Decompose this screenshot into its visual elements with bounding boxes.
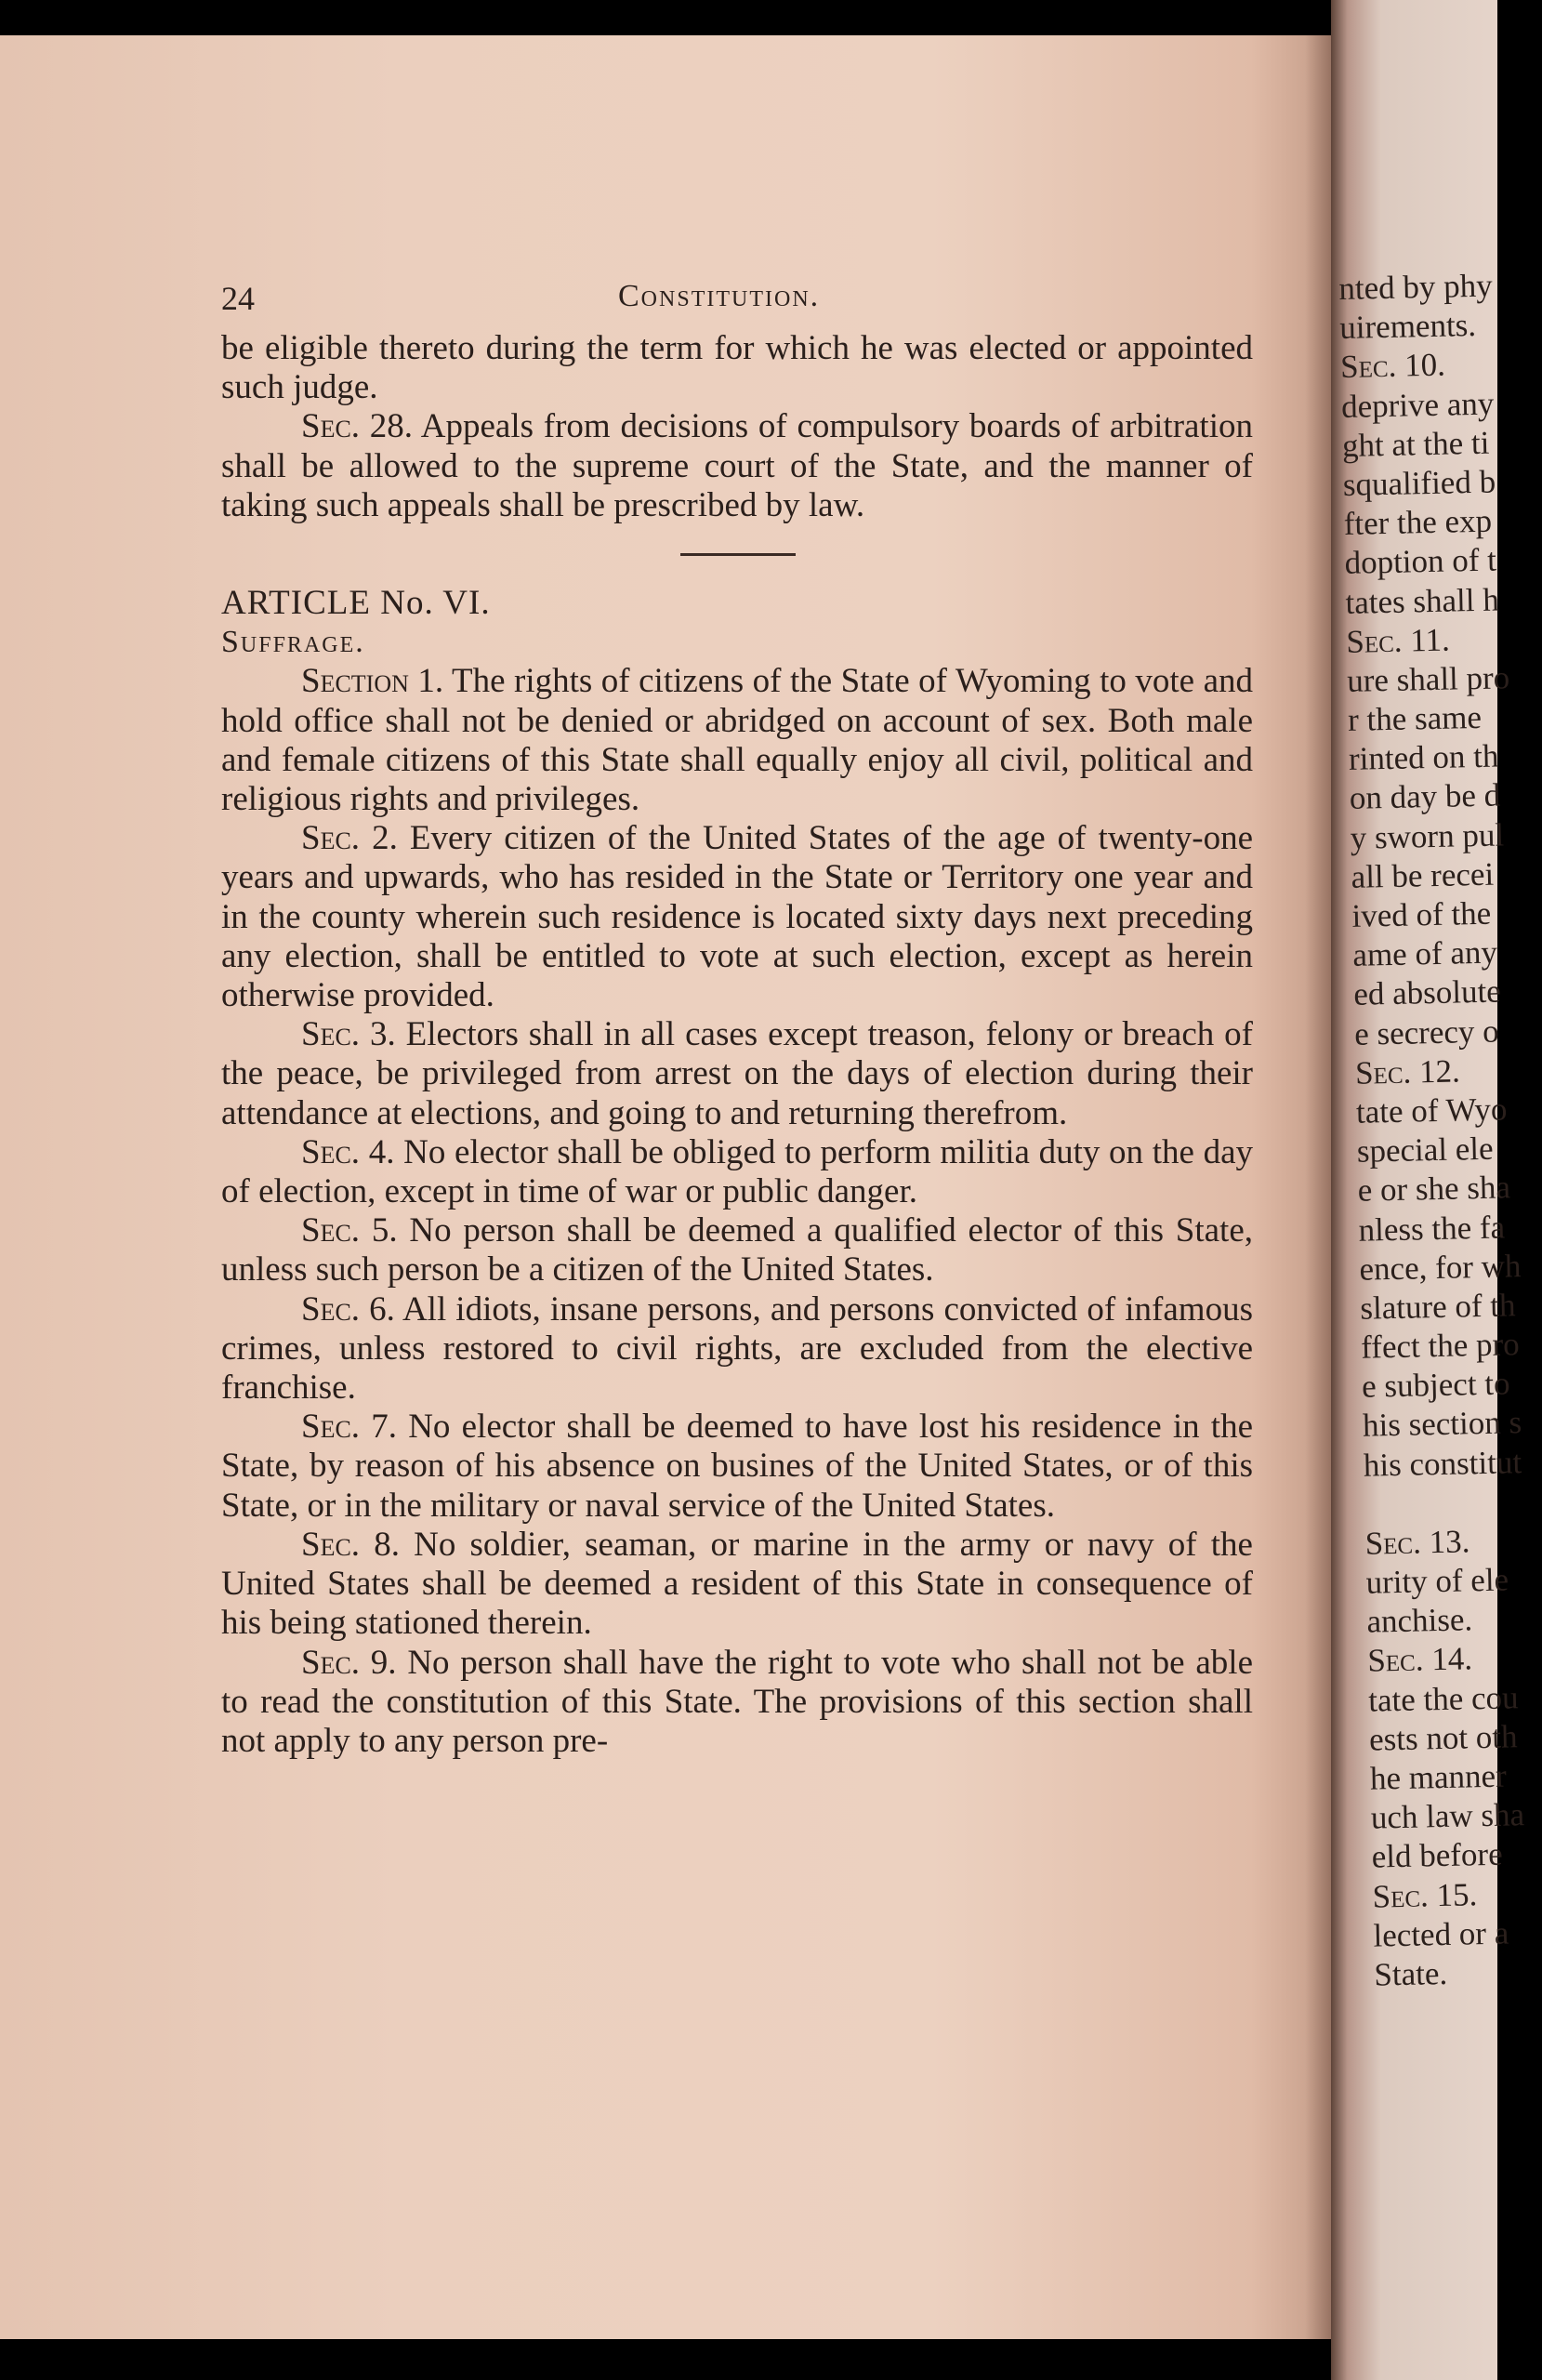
section-text: All idiots, insane persons, and persons convicted of infamous crimes, unless restored to civil rights, are excluded from the elective franchise. <box>221 1289 1253 1408</box>
right-page-fragment-line: his constitut <box>1363 1443 1522 1484</box>
right-page-fragment-line: slature of th <box>1359 1287 1516 1327</box>
right-page-edge <box>1331 0 1525 2380</box>
right-page-fragment-line: lected or a <box>1373 1914 1509 1954</box>
article-heading: ARTICLE No. VI. <box>221 584 491 623</box>
right-page-fragment-line: ence, for wh <box>1359 1247 1522 1288</box>
right-page-fragment-line: ame of any <box>1352 933 1498 974</box>
right-page-fragment-line: ed absolute <box>1352 972 1502 1013</box>
section-label: Sec. 28. <box>301 407 414 446</box>
right-page-fragment-line: special ele <box>1356 1130 1494 1170</box>
right-page-fragment-line: on day be d <box>1349 776 1501 817</box>
right-page-fragment-line: doption of t <box>1344 541 1497 582</box>
right-page-fragment-line: nted by phy <box>1338 267 1494 307</box>
section-label: Sec. 9. <box>301 1643 397 1682</box>
right-page-fragment-line: his section s <box>1362 1404 1522 1445</box>
right-page-fragment-line: Sec. 11. <box>1345 621 1451 660</box>
section-text: No person shall be deemed a qualified elector of this State, unless such person be a citizen of the United States. <box>221 1211 1253 1289</box>
section-label: Sec. 5. <box>301 1211 398 1250</box>
right-page-fragment-line: uirements. <box>1338 307 1477 347</box>
section-5 <box>221 1211 1253 1289</box>
section-label: Sec. 3. <box>301 1015 396 1054</box>
section-divider-rule <box>680 553 796 556</box>
running-head <box>0 279 1331 320</box>
section-text: No soldier, seaman, or marine in the army or navy of the United States shall be deemed a resident of this State in consequence of his being stationed therein. <box>221 1525 1253 1643</box>
body-text <box>221 329 1253 1761</box>
right-page-fragment-line: he manner <box>1369 1757 1508 1797</box>
right-page-fragment-line: e or she sha <box>1357 1169 1511 1210</box>
paragraph-continuation <box>221 329 1253 407</box>
section-text: No elector shall be obliged to perform militia duty on the day of election, except in time of war or public danger. <box>221 1132 1254 1211</box>
right-page-fragment-line: rinted on th <box>1348 737 1499 778</box>
right-page-fragment-line: fter the exp <box>1343 502 1493 543</box>
article-subheading: Suffrage. <box>221 625 365 660</box>
section-text: Every citizen of the United States of the age of twenty-one years and upwards, who has resided in the State or Territory one year and in the county wherein such residence is located sixty days next preceding any election, shall be entitled to vote at such election, except as herein otherwise provided. <box>221 819 1253 1015</box>
left-page <box>0 35 1331 2339</box>
section-3 <box>221 1015 1253 1133</box>
right-page-fragment-line: Sec. 14. <box>1366 1640 1473 1680</box>
section-label: Sec. 7. <box>301 1408 397 1447</box>
right-page-fragment-line: eld before <box>1371 1835 1504 1875</box>
section-label: Sec. 8. <box>301 1525 400 1564</box>
right-page-fragment-line: all be recei <box>1351 855 1495 895</box>
right-page-fragment-line: Sec. 13. <box>1364 1523 1470 1562</box>
section-label: Sec. 4. <box>301 1132 395 1171</box>
section-9 <box>221 1644 1253 1762</box>
section-8 <box>221 1526 1253 1644</box>
right-page-fragment-line: e secrecy o <box>1353 1012 1500 1052</box>
section-label: Section 1. <box>301 662 444 701</box>
section-4 <box>221 1133 1253 1211</box>
section-2 <box>221 819 1253 1015</box>
right-page-fragment-line: uch law sha <box>1370 1796 1525 1836</box>
right-page-fragment-line: State. <box>1374 1954 1448 1993</box>
section-text: Appeals from decisions of compulsory boards of arbitration shall be allowed to the supreme court of the State, and the manner of taking such appeals shall be prescribed by law. <box>221 407 1253 524</box>
section-7 <box>221 1408 1253 1526</box>
right-page-fragment-line: tate of Wyo <box>1355 1091 1508 1130</box>
right-page-text-fragments <box>1338 266 1542 1994</box>
right-page-fragment-line: Sec. 15. <box>1372 1875 1478 1915</box>
right-page-fragment-line: tates shall h <box>1345 580 1500 621</box>
right-page-fragment-line: tate the cou <box>1367 1678 1519 1719</box>
section-6 <box>221 1290 1253 1408</box>
running-title: Constitution. <box>618 279 821 313</box>
right-page-fragment-line: ure shall pro <box>1346 659 1510 699</box>
right-page-fragment-line: anchise. <box>1366 1601 1473 1640</box>
paragraph-text: be eligible thereto during the term for which he was elected or appointed such judge. <box>221 329 1253 407</box>
right-page-fragment-line: nless the fa <box>1358 1208 1506 1249</box>
right-page-fragment-line: deprive any <box>1340 385 1495 425</box>
right-page-fragment-line: urity of ele <box>1365 1561 1509 1601</box>
fragment-gap <box>1364 1482 1532 1525</box>
section-1 <box>221 662 1253 819</box>
section-label: Sec. 6. <box>301 1289 395 1329</box>
right-page-fragment-line: ests not oth <box>1368 1718 1518 1758</box>
section-28 <box>221 407 1253 525</box>
section-label: Sec. 2. <box>301 819 398 858</box>
right-page-fragment-line: ived of the <box>1351 894 1492 934</box>
right-page-fragment-line: ffect the pro <box>1360 1326 1521 1366</box>
right-page-fragment-line: squalified b <box>1342 463 1496 503</box>
right-page-fragment-line: r the same <box>1347 698 1483 738</box>
section-text: Electors shall in all cases except treason, felony or breach of the peace, be privileged from arrest on the days of election during their attendance at elections, and going to and returning therefrom. <box>221 1015 1253 1132</box>
right-page-fragment-line: e subject to <box>1361 1365 1510 1405</box>
section-text: The rights of citizens of the State of Wyoming to vote and hold office shall not be denied or abridged on account of sex. Both male and female citizens of this State shall equally enjoy all civil, political and religious rights and privileges. <box>221 662 1253 819</box>
right-page-fragment-line: y sworn pul <box>1350 816 1505 856</box>
right-page-fragment-line: Sec. 10. <box>1339 346 1446 386</box>
page-number: 24 <box>221 280 255 317</box>
section-text: No elector shall be deemed to have lost his residence in the State, by reason of his absence on busines of the United States, or of this State, or in the military or naval service of the United States. <box>221 1408 1253 1525</box>
right-page-fragment-line: ght at the ti <box>1341 424 1490 464</box>
section-text: No person shall have the right to vote who shall not be able to read the constitution of this State. The provisions of this section shall not apply to any person pre- <box>221 1643 1253 1760</box>
right-page-fragment-line: Sec. 12. <box>1354 1052 1461 1091</box>
page-gutter <box>1305 35 1331 2339</box>
